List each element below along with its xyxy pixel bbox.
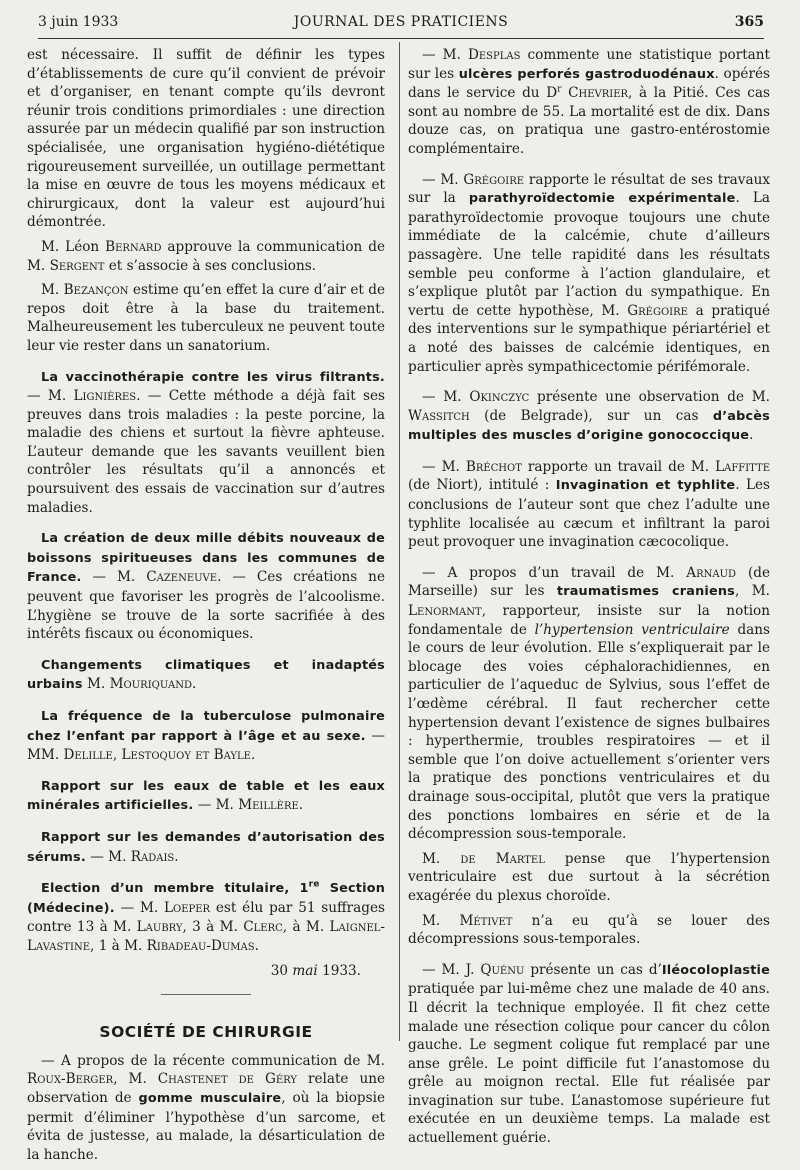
author-name: Radais bbox=[130, 848, 175, 865]
author-name: Lenormant bbox=[408, 603, 482, 620]
issue-date: 3 juin 1933 bbox=[38, 14, 119, 30]
paragraph: Changements climatiques et inadaptés urbains M. Mouriquand. bbox=[27, 657, 385, 693]
paragraph: — M. J. Quénu présente un cas d’Iléocoloplastie pratiquée par lui-même chez une malade de 40 ans. Il décrit la technique employée. Il fit chez cette malade une résection colique pour cancer du côlon gauche. Le segment colique fut remplacé par une anse grêle. Le point difficile fut l’anastomose du grêle au moignon rectal. Elle fut réalisée par invagination sur tube. L’anastomose supérieure fut exécutée en un deuxième temps. La malade est actuellement guérie. bbox=[408, 961, 770, 1147]
paper-title: La vaccinothérapie contre les virus filtrants. bbox=[41, 369, 385, 385]
author-name: Clerc bbox=[243, 919, 283, 936]
author-name: Ribadeau-Dumas bbox=[146, 937, 255, 954]
column-divider bbox=[399, 42, 400, 1041]
author-name: Chastenet de Géry bbox=[157, 1071, 297, 1088]
author-name: Sergent bbox=[49, 257, 105, 274]
author-name: Bernard bbox=[105, 238, 162, 255]
author-name: Meillère bbox=[238, 797, 299, 814]
author-name: Bezançon bbox=[63, 282, 129, 299]
page-header bbox=[38, 14, 764, 36]
author-name: Grégoire bbox=[627, 302, 688, 319]
author-name: Métivet bbox=[459, 912, 513, 929]
separator-rule bbox=[161, 994, 251, 995]
paragraph: — M. Bréchot rapporte un travail de M. Laffitte (de Niort), intitulé : Invagination et typhlite. Les conclusions de l’auteur sont que chez l’adulte une typhlite localisée au cæcum et infiltrant la paroi peut provoquer une invagination cæcocolique. bbox=[408, 458, 770, 551]
paragraph: Rapport sur les demandes d’autorisation des sérums. — M. Radais. bbox=[27, 829, 385, 865]
author-name: Delille, Lestoquoy et Bayle bbox=[63, 747, 251, 764]
journal-title: JOURNAL DES PRATICIENS bbox=[293, 14, 509, 30]
author-name: Mouriquand bbox=[109, 676, 192, 693]
author-name: Laubry bbox=[136, 919, 183, 936]
author-name: Chevrier bbox=[561, 85, 629, 102]
author-name: Okinczyc bbox=[469, 389, 530, 406]
paper-title: La fréquence de la tuberculose pulmonaire chez l’enfant par rapport à l’âge et au sexe. bbox=[27, 709, 385, 744]
paragraph: M. Léon Bernard approuve la communication de M. Sergent et s’associe à ses conclusions. bbox=[27, 238, 385, 274]
paper-title: Rapport sur les eaux de table et les eaux minérales artificielles. bbox=[27, 778, 385, 814]
right-column bbox=[408, 46, 770, 1154]
paper-title: Election d’un membre titulaire, 1re Section (Médecine). bbox=[27, 879, 385, 916]
paragraph: La vaccinothérapie contre les virus filtrants. — M. Lignières. — Cette méthode a déjà fait ses preuves dans trois maladies : la peste porcine, la maladie des chiens et surtout la fièvre aphteuse. L’auteur demande que les savants veuillent bien contrôler les résultats qu’il a annoncés et poursuivent des essais de vaccination sur d’autres maladies. bbox=[27, 369, 385, 516]
paragraph: — M. Desplas commente une statistique portant sur les ulcères perforés gastroduodénaux. opérés dans le service du $D^r$ Chevrier, à la Pitié. Ces cas sont au nombre de 55. La mortalité est de dix. Dans douze cas, on pratiqua une gastro-entérostomie complémentaire. bbox=[408, 47, 770, 157]
paragraph: — A propos de la récente communication de M. Roux-Berger, M. Chastenet de Géry relate une observation de gomme musculaire, où la biopsie permit d’éliminer l’hypothèse d’un sarcome, et évita de justesse, au malade, la désarticulation de la hanche. bbox=[27, 1052, 385, 1163]
author-name: Lignières bbox=[73, 388, 137, 405]
paragraph: est nécessaire. Il suffit de définir les types d’établissements de cure qu’il convient de prévoir et d’organiser, en tenant compte qu’ils devront réunir trois conditions primordiales : une direction assurée par un médecin qualifié par son instruction spécialisée, une organisation hygiéno-diététique rigoureusement surveillée, un outillage permettant la mise en œuvre de tous les moyens médicaux et chirurgicaux, dont la valeur est aujourd’hui démontrée. bbox=[27, 47, 385, 231]
author-name: Laffitte bbox=[715, 458, 770, 475]
paragraph: Election d’un membre titulaire, 1re Section (Médecine). — M. Loeper est élu par 51 suffrages contre 13 à M. Laubry, 3 à M. Clerc, à M. Laignel-Lavastine, 1 à M. Ribadeau-Dumas. bbox=[27, 879, 386, 954]
paragraph: M. Bezançon estime qu’en effet la cure d’air et de repos doit être à la base du traitement. Malheureusement les tuberculeux ne peuvent toute leur vie rester dans un sanatorium. bbox=[27, 282, 386, 354]
paragraph: — M. Okinczyc présente une observation de M. Wassitch (de Belgrade), sur un cas d’abcès multiples des muscles d’origine gonococcique. bbox=[408, 389, 770, 444]
paper-title: Changements climatiques et inadaptés urbains bbox=[27, 657, 385, 693]
author-name: de Martel bbox=[460, 850, 545, 867]
author-name: Bréchot bbox=[465, 458, 522, 475]
paragraph: M. Métivet n’a eu qu’à se louer des décompressions sous-temporales. bbox=[408, 912, 771, 948]
left-column bbox=[27, 46, 385, 1170]
paragraph: La fréquence de la tuberculose pulmonaire chez l’enfant par rapport à l’âge et au sexe. — MM. Delille, Lestoquoy et Bayle. bbox=[27, 709, 385, 764]
paper-title: Rapport sur les demandes d’autorisation des sérums. bbox=[27, 829, 385, 865]
author-name: Loeper bbox=[164, 899, 211, 916]
author-name: Arnaud bbox=[686, 564, 737, 581]
author-name: Wassitch bbox=[408, 407, 470, 424]
author-name: Roux-Berger bbox=[27, 1071, 114, 1088]
paragraph: — M. Grégoire rapporte le résultat de ses travaux sur la parathyroïdectomie expérimentale. La parathyroïdectomie provoque toujours une chute immédiate de la calcémie, chute d’ailleurs passagère. Une telle rapidité dans les résultats semble peu conforme à l’action glandulaire, et s’explique plutôt par l’action du sympathique. En vertu de cette hypothèse, M. Grégoire a pratiqué des interventions sur le sympathique périartériel et a noté des baisses de calcémie identiques, en particulier après sympathicectomie périfémorale. bbox=[408, 171, 770, 375]
dateline: 30 mai 1933. bbox=[270, 962, 361, 979]
author-name: Quénu bbox=[480, 961, 525, 978]
author-name: Desplas bbox=[467, 47, 521, 63]
author-name: Laignel-Lavastine bbox=[27, 919, 386, 954]
section-heading: SOCIÉTÉ DE CHIRURGIE bbox=[99, 1023, 313, 1042]
author-name: Cazeneuve bbox=[146, 569, 218, 586]
paper-title: La création de deux mille débits nouveaux de boissons spiritueuses dans les communes de France. bbox=[27, 531, 385, 586]
header-rule bbox=[38, 38, 764, 39]
author-name: Grégoire bbox=[463, 171, 525, 188]
paragraph: La création de deux mille débits nouveaux de boissons spiritueuses dans les communes de France. — M. Cazeneuve. — Ces créations ne peuvent que favoriser les progrès de l’alcoolisme. L’hygiène se trouve de la sorte sacrifiée à des intérêts fiscaux ou économiques. bbox=[27, 531, 385, 643]
page-number: 365 bbox=[734, 14, 764, 30]
paragraph: — A propos d’un travail de M. Arnaud (de Marseille) sur les traumatismes craniens, M. Lenormant, rapporteur, insiste sur la notion fondamentale de l’hypertension ventriculaire dans le cours de leur évolution. Elle s’expliquerait par le blocage des voies céphalorachidiennes, en particulier de l’aqueduc de Sylvius, sous l’effet de l’œdème cérébral. Il faut rechercher cette hypertension devant l’existence de signes bulbaires : hyperthermie, troubles respiratoires — et il semble que l’on doive actuellement s’orienter vers la pratique des ponctions ventriculaires et du drainage sous-occipital, plutôt que vers la pratique des ponctions lombaires en série et de la décompression sous-temporale. bbox=[408, 564, 770, 843]
paragraph: Rapport sur les eaux de table et les eaux minérales artificielles. — M. Meillère. bbox=[27, 778, 385, 814]
paragraph: M. de Martel pense que l’hypertension ventriculaire est due surtout à la sécrétion exagérée du plexus choroïde. bbox=[408, 850, 770, 904]
